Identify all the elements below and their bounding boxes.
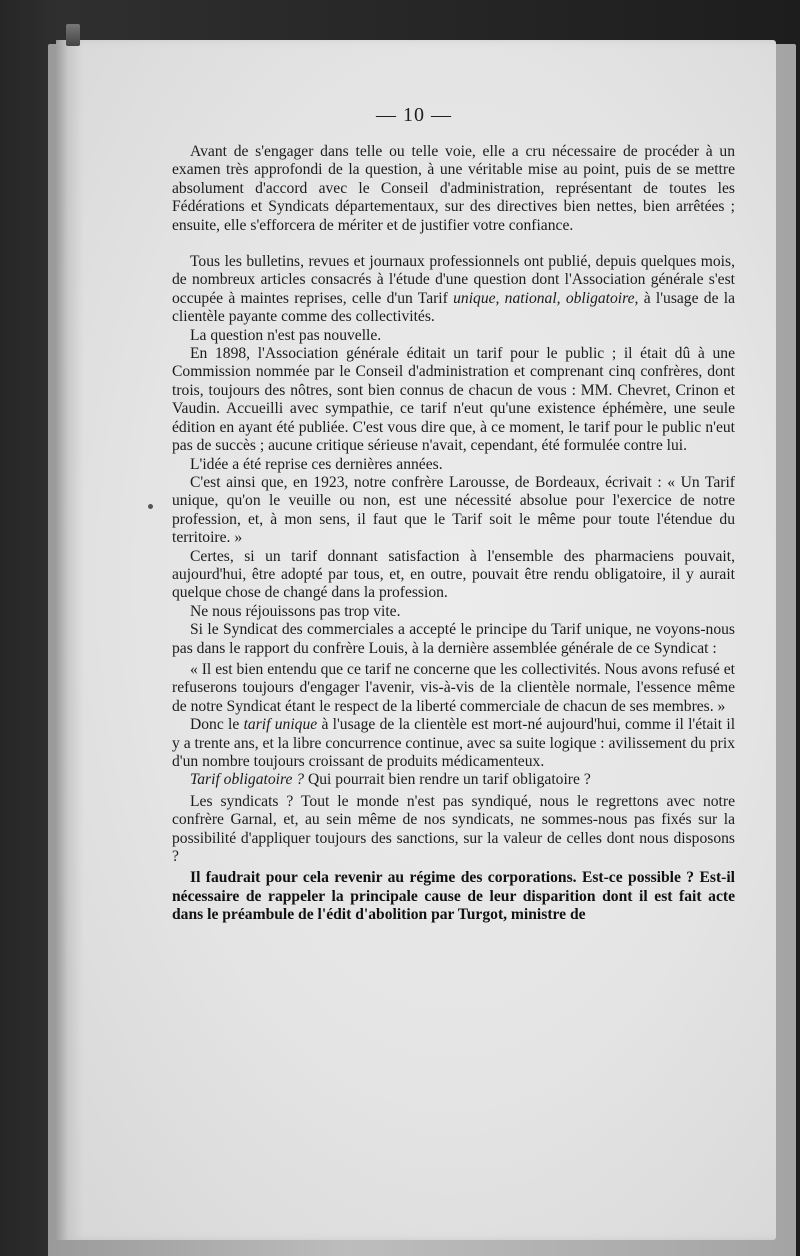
paragraph-bulletins-emphasis: unique, national, obligatoire,	[453, 289, 639, 307]
paragraph-obligatoire-emphasis: Tarif obligatoire ?	[190, 771, 305, 789]
paragraph-tarif-unique	[172, 716, 735, 771]
paragraph-bulletins-text: Tous les bulletins, revues et journaux professionnels ont publié, depuis quelques mois, de nombreux articles consacrés à l'étude d'une question dont l'Association générale s'est occupée à maintes reprises, celle d'un Tarif	[172, 253, 735, 307]
paragraph-question: La question n'est pas nouvelle.	[190, 326, 382, 344]
paragraph-tarif-unique-text: Donc le	[190, 716, 244, 734]
margin-dot-mark	[148, 504, 153, 509]
book-binding-shadow	[56, 40, 84, 1240]
paragraph-intro: Avant de s'engager dans telle ou telle voie, elle a cru nécessaire de procéder à un examen très approfondi de la question, à une véritable mise au point, puis de se mettre absolument d'accord avec le Conseil d'administration, représentant de toutes les Fédérations et Syndicats départementaux, sur des directives bien nettes, bien arrêtées ; ensuite, elle s'efforcera de mériter et de justifier votre confiance.	[172, 143, 735, 234]
paragraph-tarif-unique-emphasis: tarif unique	[243, 716, 318, 734]
paragraph-tarif-unique-tail: à l'usage de la clientèle est mort-né aujourd'hui, comme il l'était il y a trente ans, et la libre concurrence continue, avec sa suite logique : avilissement du prix d'un nombre toujours croissant de produits médicamenteux.	[172, 716, 736, 770]
paragraph-syndicat: Si le Syndicat des commerciales a accepté le principe du Tarif unique, ne voyons-nous pas dans le rapport du confrère Louis, à la dernière assemblée générale de ce Syndicat :	[172, 621, 735, 657]
page-number: — 10 —	[376, 104, 452, 126]
body-text	[172, 143, 735, 925]
paragraph-1898: En 1898, l'Association générale éditait un tarif pour le public ; il était dû à une Commission nommée par le Conseil d'administration et comprenant cinq confrères, dont trois, toujours des nôtres, sont bien connus de chacun de vous : MM. Chevret, Crinon et Vaudin. Accueilli avec sympathie, ce tarif n'eut qu'une existence éphémère, une seule édition en ayant été publiée. C'est vous dire que, à ce moment, le tarif pour le public n'eut pas de succès ; aucune critique sérieuse n'avait, cependant, été formulée contre lui.	[172, 345, 735, 455]
paragraph-idea: L'idée a été reprise ces dernières années.	[190, 455, 443, 473]
paragraph-quote: « Il est bien entendu que ce tarif ne concerne que les collectivités. Nous avons refusé et refuserons toujours d'engager l'avenir, vis-à-vis de la clientèle normale, l'essence même de notre Syndicat étant le respect de la liberté commerciale de chacun de ses membres. »	[172, 660, 735, 715]
paragraph-corporations: Il faudrait pour cela revenir au régime des corporations. Est-ce possible ? Est-il nécessaire de rappeler la principale cause de leur disparition dont il est fait acte dans le préambule de l'édit d'abolition par Turgot, ministre de	[172, 869, 735, 924]
paragraph-obligatoire	[172, 771, 735, 789]
paragraph-bulletins	[172, 253, 735, 327]
paragraph-syndicats: Les syndicats ? Tout le monde n'est pas syndiqué, nous le regrettons avec notre confrère Garnal, et, au sein même de nos syndicats, ne sommes-nous pas fixés sur la possibilité d'appliquer toujours des sanctions, sur la valeur de celles dont nous disposons ?	[172, 792, 735, 866]
paragraph-rejoice: Ne nous réjouissons pas trop vite.	[190, 602, 401, 620]
binding-clip-mark	[66, 24, 80, 46]
paragraph-obligatoire-text: Qui pourrait bien rendre un tarif obligatoire ?	[304, 771, 591, 789]
paragraph-certes: Certes, si un tarif donnant satisfaction à l'ensemble des pharmaciens pouvait, aujourd'hui, être adopté par tous, et, en outre, pouvait être rendu obligatoire, il y aurait quelque chose de changé dans la profession.	[172, 547, 735, 602]
paragraph-bulletins-tail: à l'usage de la clientèle payante comme des collectivités.	[172, 289, 736, 326]
paragraph-larousse: C'est ainsi que, en 1923, notre confrère Larousse, de Bordeaux, écrivait : « Un Tarif unique, qu'on le veuille ou non, est une nécessité absolue pour l'exercice de notre profession, et, à mon sens, il faut que le Tarif soit le même pour toute l'étendue du territoire. »	[172, 473, 735, 547]
